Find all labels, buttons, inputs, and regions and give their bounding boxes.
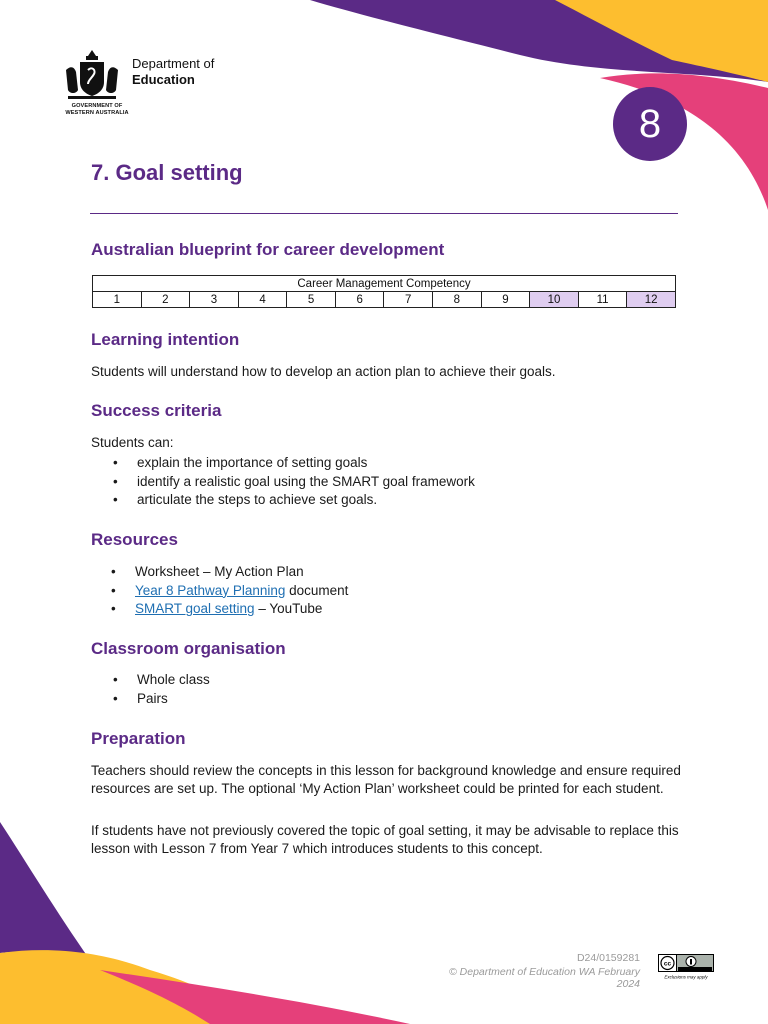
gov-line-1: GOVERNMENT OF [71,103,123,109]
competency-level-9: 9 [481,292,530,308]
success-criteria-intro: Students can: [91,435,174,450]
learning-intention-heading: Learning intention [91,330,240,349]
resources-heading: Resources [91,530,178,549]
list-item: • Whole class [113,671,210,690]
competency-level-12: 12 [627,292,676,308]
competency-level-4: 4 [238,292,287,308]
competency-level-1: 1 [93,292,142,308]
department-name-line1: Department of [132,56,215,71]
list-item [111,582,348,601]
competency-level-2: 2 [141,292,190,308]
list-item: • explain the importance of setting goals [113,454,475,473]
title-divider [90,213,678,214]
resource-suffix: – YouTube [254,601,323,617]
department-name-line2: Education [132,72,195,87]
success-criteria-list [113,454,475,510]
competency-level-3: 3 [190,292,239,308]
cc-exclusions-note: Exclusions may apply [664,974,708,980]
gov-line-2: WESTERN AUSTRALIA [65,110,129,116]
preparation-paragraph-1: Teachers should review the concepts in this lesson for background knowledge and ensure required resources are set up. The optional ‘My Action Plan’ worksheet could be printed for each student. [91,763,681,796]
list-item: • Worksheet – My Action Plan [111,563,348,582]
coat-of-arms-icon [60,48,124,102]
page-title: 7. Goal setting [91,160,243,185]
year-level-badge: 8 [613,87,687,161]
success-criteria-heading: Success criteria [91,401,222,420]
competency-level-7: 7 [384,292,433,308]
year8-pathway-planning-link[interactable]: Year 8 Pathway Planning [135,582,286,598]
competency-level-8: 8 [433,292,482,308]
classroom-organisation-heading: Classroom organisation [91,639,286,658]
department-name [132,56,214,88]
competency-levels-row [93,292,676,308]
list-item: • Pairs [113,690,210,709]
copyright-notice: © Department of Education WA February 2024 [449,966,640,990]
smart-goal-setting-link[interactable]: SMART goal setting [135,601,255,617]
competency-level-10: 10 [530,292,579,308]
competency-table-title: Career Management Competency [93,276,676,292]
blueprint-heading: Australian blueprint for career development [91,240,445,259]
competency-level-5: 5 [287,292,336,308]
preparation-paragraph-2: If students have not previously covered the topic of goal setting, it may be advisable to replace this lesson with Lesson 7 from Year 7 which introduces students to this concept. [91,823,679,856]
competency-level-11: 11 [578,292,627,308]
svg-text:cc: cc [663,960,672,968]
list-item: • identify a realistic goal using the SMART goal framework [113,473,475,492]
list-item: • articulate the steps to achieve set goals. [113,491,475,510]
government-logo [52,48,142,122]
learning-intention-text: Students will understand how to develop an action plan to achieve their goals. [91,364,556,379]
competency-level-6: 6 [335,292,384,308]
competency-table [92,275,676,308]
list-item [111,600,348,619]
classroom-organisation-list [113,671,210,708]
document-reference: D24/0159281 [576,952,640,964]
preparation-heading: Preparation [91,729,186,748]
resource-suffix: document [285,582,349,598]
resources-list [111,563,348,619]
creative-commons-badge-icon [658,954,714,980]
